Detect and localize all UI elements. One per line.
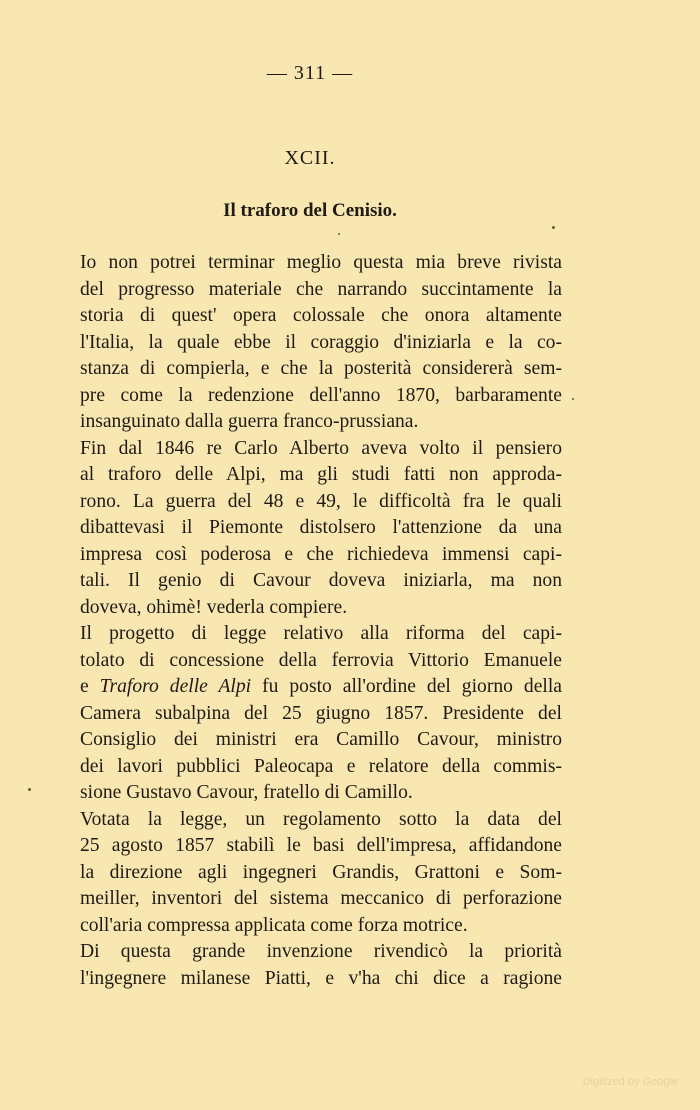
text-line: rono. La guerra del 48 e 49, le difficoltà fra le quali [80, 490, 562, 512]
text-line: l'Italia, la quale ebbe il coraggio d'iniziarla e la co- [80, 331, 562, 353]
watermark: Digitized by Google [582, 1076, 678, 1088]
paragraph [80, 939, 562, 992]
text-line: la direzione agli ingegneri Grandis, Grattoni e Som- [80, 861, 562, 883]
chapter-number: XCII. [284, 147, 336, 169]
text-line: coll'aria compressa applicata come forza motrice. [80, 914, 468, 936]
chapter-title: Il traforo del Cenisio. [223, 200, 397, 221]
text-line: impresa così poderosa e che richiedeva immensi capi- [80, 543, 562, 565]
print-speck [28, 788, 31, 791]
text-line: pre come la redenzione dell'anno 1870, barbaramente [80, 384, 562, 406]
text-line: 25 agosto 1857 stabilì le basi dell'impresa, affidandone [80, 835, 562, 856]
text-line: meiller, inventori del sistema meccanico di perforazione [80, 888, 562, 909]
text-line: storia di quest' opera colossale che onora altamente [80, 305, 562, 326]
text-line: Consiglio dei ministri era Camillo Cavour, ministro [80, 729, 562, 750]
text-line: Di questa grande invenzione rivendicò la priorità [80, 941, 562, 962]
print-speck [338, 233, 340, 235]
body-text [80, 250, 562, 992]
paragraph [80, 807, 562, 940]
text-line: sione Gustavo Cavour, fratello di Camillo. [80, 782, 413, 803]
text-line: Fin dal 1846 re Carlo Alberto aveva volto il pensiero [80, 437, 562, 459]
text-line: Io non potrei terminar meglio questa mia breve rivista [80, 252, 562, 273]
page-number: — 311 — [266, 62, 354, 84]
paragraph [80, 621, 562, 807]
paragraph [80, 250, 562, 436]
print-speck [552, 226, 555, 229]
paragraph [80, 436, 562, 622]
text-line: dibattevasi il Piemonte distolsero l'attenzione da una [80, 517, 562, 538]
text-line: del progresso materiale che narrando succintamente la [80, 278, 562, 300]
text-line: Votata la legge, un regolamento sotto la data del [80, 808, 562, 830]
text-line: tolato di concessione della ferrovia Vittorio Emanuele [80, 649, 562, 671]
text-line: dei lavori pubblici Paleocapa e relatore della commis- [80, 755, 562, 777]
print-speck [572, 398, 574, 400]
text-line: Il progetto di legge relativo alla riforma del capi- [80, 623, 562, 644]
text-line: stanza di compierla, e che la posterità considererà sem- [80, 358, 562, 379]
text-line: al traforo delle Alpi, ma gli studi fatti non approda- [80, 464, 562, 485]
text-line: tali. Il genio di Cavour doveva iniziarla, ma non [80, 570, 562, 591]
text-line: Camera subalpina del 25 giugno 1857. Presidente del [80, 702, 562, 724]
text-line: e Traforo delle Alpi fu posto all'ordine del giorno della [80, 676, 562, 697]
text-line: insanguinato dalla guerra franco-prussiana. [80, 411, 419, 432]
text-line: doveva, ohimè! vederla compiere. [80, 596, 348, 618]
text-line: l'ingegnere milanese Piatti, e v'ha chi dice a ragione [80, 967, 562, 989]
italic-title: Traforo delle Alpi [99, 676, 252, 697]
